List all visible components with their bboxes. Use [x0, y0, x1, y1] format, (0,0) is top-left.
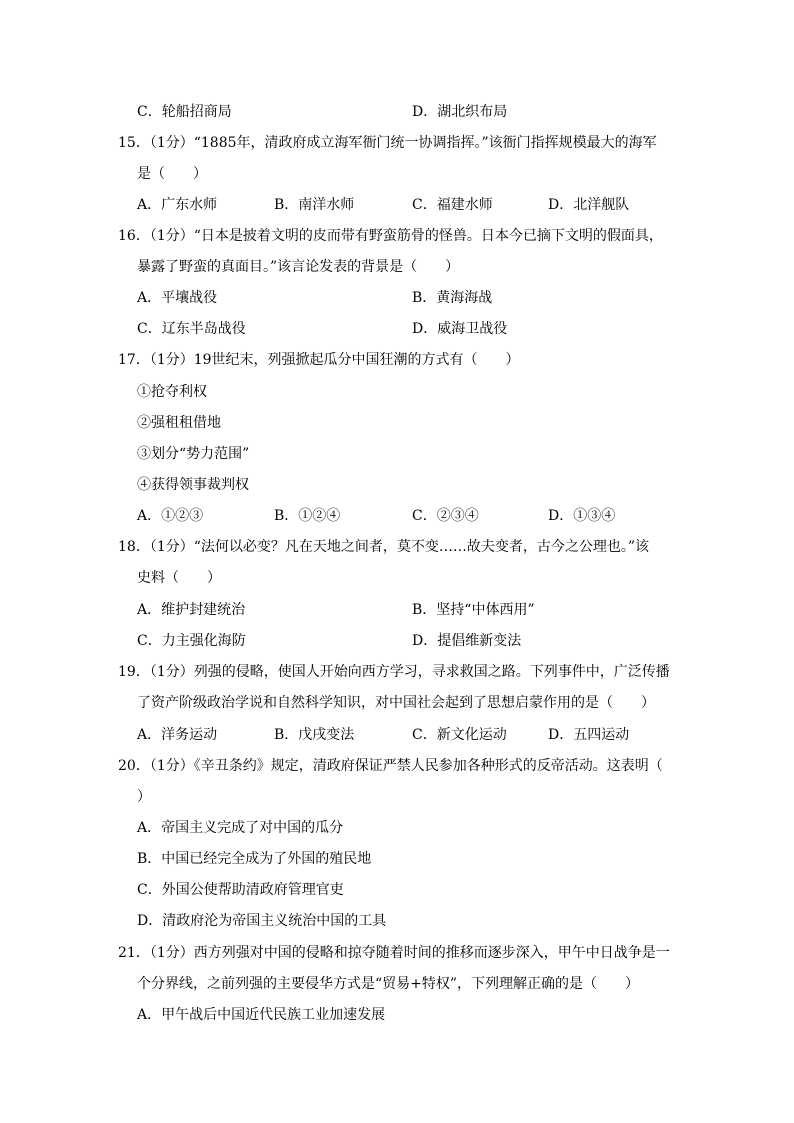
q21-stem-line1: 21．（1分）西方列强对中国的侵略和掠夺随着时间的推移而逐步深入，甲午中日战争是一	[118, 945, 670, 961]
q17-item-2: ②强租租借地	[137, 415, 221, 431]
q17-option-b[interactable]: B．①②④	[274, 508, 341, 524]
q21-option-a[interactable]: A．甲午战后中国近代民族工业加速发展	[137, 1007, 386, 1023]
q15-option-b[interactable]: B．南洋水师	[274, 197, 355, 213]
q14-option-d[interactable]: D．湖北织布局	[412, 104, 508, 120]
q19-option-a[interactable]: A．洋务运动	[137, 727, 218, 743]
q18-option-c[interactable]: C．力主强化海防	[137, 633, 246, 649]
q17-item-4: ④获得领事裁判权	[137, 477, 249, 493]
q21-stem-line2: 个分界线，之前列强的主要侵华方式是“贸易+特权”，下列理解正确的是（ ）	[137, 976, 640, 992]
q18-option-b[interactable]: B．坚持“中体西用”	[412, 602, 535, 618]
q19-stem-line1: 19．（1分）列强的侵略，使国人开始向西方学习，寻求救国之路。下列事件中，广泛传播	[118, 664, 670, 680]
q18-stem-line2: 史料（ ）	[137, 570, 221, 586]
q17-item-3: ③划分“势力范围”	[137, 446, 250, 462]
q18-stem-line1: 18．（1分）“法何以必变？凡在天地之间者，莫不变……故夫变者，古今之公理也。”该	[118, 539, 650, 555]
q16-option-c[interactable]: C．辽东半岛战役	[137, 321, 246, 337]
q15-stem-line1: 15．（1分）“1885年，清政府成立海军衙门统一协调指挥。”该衙门指挥规模最大的海军	[118, 135, 657, 151]
q17-stem-line1: 17．（1分）19世纪末，列强掀起瓜分中国狂潮的方式有（ ）	[118, 352, 520, 368]
q19-option-b[interactable]: B．戊戌变法	[274, 727, 355, 743]
q20-stem-line1: 20．（1分）《辛丑条约》规定，清政府保证严禁人民参加各种形式的反帝活动。这表明（	[118, 758, 663, 774]
q17-item-1: ①抢夺利权	[137, 384, 207, 400]
q19-option-d[interactable]: D．五四运动	[548, 727, 630, 743]
q16-option-b[interactable]: B．黄海海战	[412, 290, 493, 306]
q15-option-d[interactable]: D．北洋舰队	[548, 197, 630, 213]
q16-stem-line1: 16．（1分）“日本是披着文明的皮而带有野蛮筋骨的怪兽。日本今已摘下文明的假面具，	[118, 228, 663, 244]
q15-stem-line2: 是（ ）	[137, 166, 207, 182]
q20-stem-line2: ）	[137, 789, 151, 805]
q17-option-a[interactable]: A．①②③	[137, 508, 204, 524]
q20-option-b[interactable]: B．中国已经完全成为了外国的殖民地	[137, 851, 372, 867]
q16-option-d[interactable]: D．威海卫战役	[412, 321, 508, 337]
q19-stem-line2: 了资产阶级政治学说和自然科学知识，对中国社会起到了思想启蒙作用的是（ ）	[137, 695, 655, 711]
q20-option-a[interactable]: A．帝国主义完成了对中国的瓜分	[137, 820, 344, 836]
q20-option-c[interactable]: C．外国公使帮助清政府管理官吏	[137, 882, 344, 898]
q15-option-c[interactable]: C．福建水师	[412, 197, 493, 213]
q20-option-d[interactable]: D．清政府沦为帝国主义统治中国的工具	[137, 913, 387, 929]
q14-option-c[interactable]: C．轮船招商局	[137, 104, 232, 120]
q18-option-d[interactable]: D．提倡维新变法	[412, 633, 522, 649]
q19-option-c[interactable]: C．新文化运动	[412, 727, 507, 743]
q17-option-c[interactable]: C．②③④	[412, 508, 479, 524]
q15-option-a[interactable]: A．广东水师	[137, 197, 218, 213]
q17-option-d[interactable]: D．①③④	[548, 508, 616, 524]
q18-option-a[interactable]: A．维护封建统治	[137, 602, 246, 618]
q16-stem-line2: 暴露了野蛮的真面目。”该言论发表的背景是（ ）	[137, 259, 460, 275]
q16-option-a[interactable]: A．平壤战役	[137, 290, 218, 306]
